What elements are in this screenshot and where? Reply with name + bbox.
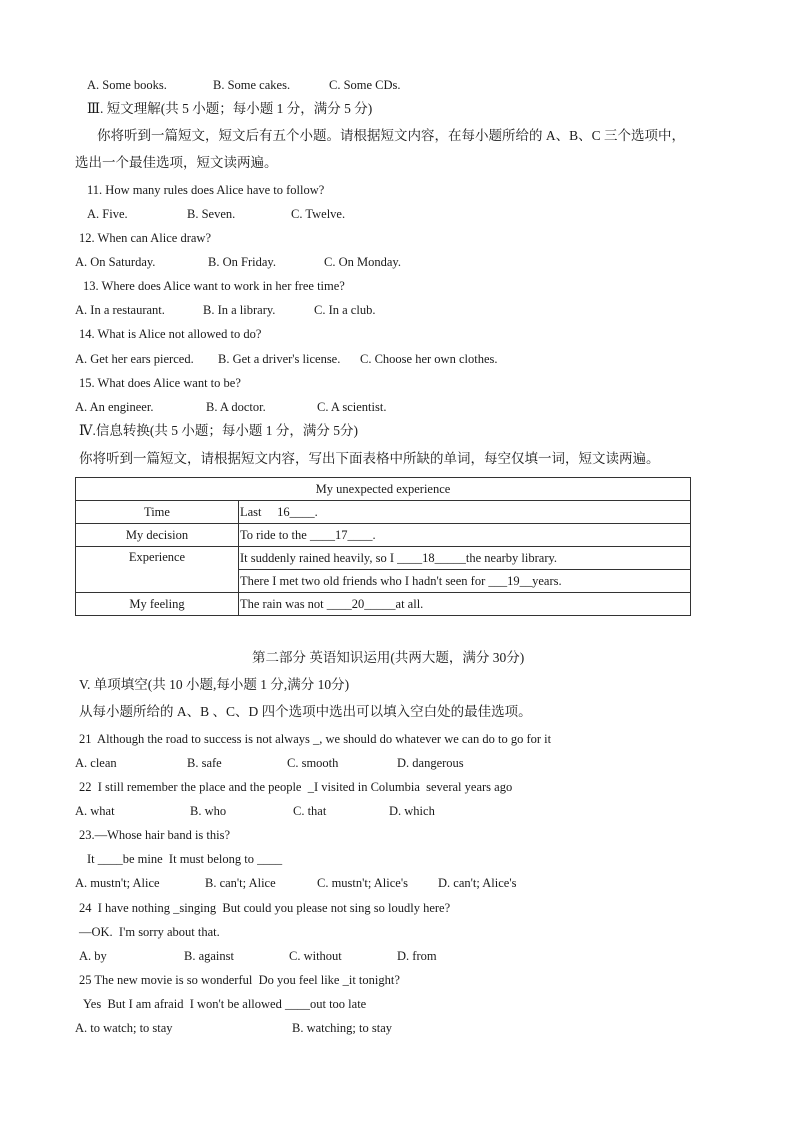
info-table [75, 477, 691, 616]
option-c: C. In a club. [314, 303, 376, 317]
option-b: B. watching; to stay [292, 1021, 392, 1035]
table-cell: It suddenly rained heavily, so I ____18_____the nearby library. [239, 547, 691, 570]
question-text: 14. What is Alice not allowed to do? [79, 327, 262, 341]
question-text: 15. What does Alice want to be? [79, 376, 241, 390]
table-label: My decision [76, 524, 239, 547]
option-c: C. mustn't; Alice's [317, 876, 408, 890]
section-instructions: 你将听到一篇短文，短文后有五个小题。请根据短文内容，在每小题所给的 A、B、C 三个选项中， [97, 128, 686, 143]
option-b: B. Seven. [187, 207, 236, 221]
question-text: 21 Although the road to success is not always _, we should do whatever we can do to go for it [79, 732, 552, 746]
question-text: —OK. I'm sorry about that. [79, 925, 220, 939]
option-b: B. On Friday. [208, 255, 276, 269]
question-text: It ____be mine It must belong to ____ [87, 852, 283, 866]
question-text: 25 The new movie is so wonderful Do you feel like _it tonight? [79, 973, 400, 987]
option-b: B. Some cakes. [213, 78, 291, 92]
section-instructions: 你将听到一篇短文，请根据短文内容，写出下面表格中所缺的单词，每空仅填一词，短文读两遍。 [79, 451, 660, 466]
question-text: 23.—Whose hair band is this? [79, 828, 231, 842]
option-b: B. A doctor. [206, 400, 266, 414]
option-b: B. who [190, 804, 227, 818]
table-row [76, 547, 691, 570]
section-title: V. 单项填空(共 10 小题,每小题 1 分,满分 10分) [79, 677, 350, 692]
option-a: A. what [75, 804, 115, 818]
question-text: 24 I have nothing _singing But could you please not sing so loudly here? [79, 901, 451, 915]
option-a: A. On Saturday. [75, 255, 156, 269]
option-c: C. without [289, 949, 342, 963]
table-cell: To ride to the ____17____. [239, 524, 691, 547]
question-text: 11. How many rules does Alice have to follow? [87, 183, 325, 197]
option-a: A. Some books. [87, 78, 167, 92]
table-label: Experience [76, 547, 239, 593]
option-c: C. that [293, 804, 327, 818]
option-c: C. A scientist. [317, 400, 387, 414]
table-row [76, 593, 691, 616]
option-b: B. Get a driver's license. [218, 352, 341, 366]
option-a: A. In a restaurant. [75, 303, 165, 317]
table-label: My feeling [76, 593, 239, 616]
table-cell: Last 16____. [239, 501, 691, 524]
part-title: 第二部分 英语知识运用(共两大题，满分 30分) [252, 650, 525, 665]
option-d: D. can't; Alice's [438, 876, 517, 890]
option-a: A. Get her ears pierced. [75, 352, 194, 366]
option-a: A. mustn't; Alice [75, 876, 160, 890]
option-a: A. Five. [87, 207, 128, 221]
option-c: C. smooth [287, 756, 339, 770]
table-header: My unexpected experience [76, 478, 691, 501]
option-b: B. can't; Alice [205, 876, 276, 890]
option-a: A. An engineer. [75, 400, 154, 414]
table-cell: There I met two old friends who I hadn't seen for ___19__years. [239, 570, 691, 593]
table-label: Time [76, 501, 239, 524]
section-title: Ⅳ.信息转换(共 5 小题；每小题 1 分，满分 5分) [79, 423, 358, 438]
question-text: 12. When can Alice draw? [79, 231, 212, 245]
option-c: C. Some CDs. [329, 78, 401, 92]
option-a: A. to watch; to stay [75, 1021, 173, 1035]
option-a: A. by [79, 949, 107, 963]
option-b: B. In a library. [203, 303, 276, 317]
option-d: D. from [397, 949, 437, 963]
table-row [76, 478, 691, 501]
question-text: 13. Where does Alice want to work in her free time? [83, 279, 345, 293]
option-c: C. Twelve. [291, 207, 346, 221]
option-a: A. clean [75, 756, 117, 770]
section-instructions: 从每小题所给的 A、B 、C、D 四个选项中选出可以填入空白处的最佳选项。 [79, 704, 532, 719]
question-text: 22 I still remember the place and the people _I visited in Columbia several years ago [79, 780, 513, 794]
option-b: B. against [184, 949, 234, 963]
option-c: C. Choose her own clothes. [360, 352, 498, 366]
option-d: D. dangerous [397, 756, 464, 770]
table-row [76, 501, 691, 524]
table-row [76, 524, 691, 547]
option-d: D. which [389, 804, 435, 818]
option-c: C. On Monday. [324, 255, 401, 269]
table-cell: The rain was not ____20_____at all. [239, 593, 691, 616]
option-b: B. safe [187, 756, 222, 770]
section-instructions: 选出一个最佳选项，短文读两遍。 [75, 155, 278, 170]
question-text: Yes But I am afraid I won't be allowed ____out too late [83, 997, 367, 1011]
section-title: Ⅲ. 短文理解(共 5 小题；每小题 1 分，满分 5 分) [87, 101, 373, 116]
